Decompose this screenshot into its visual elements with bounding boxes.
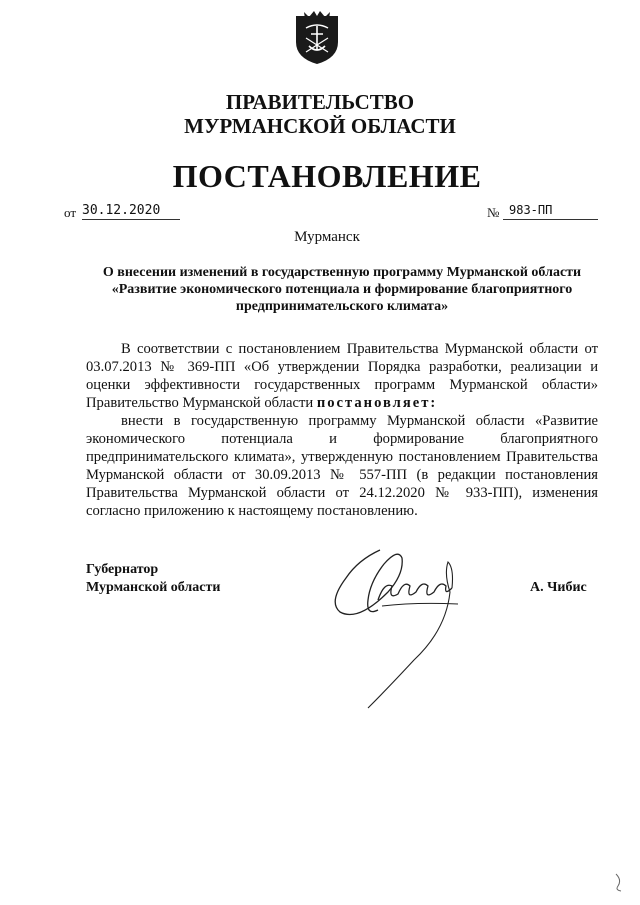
date-prefix: от [64,205,77,220]
position-line1: Губернатор [86,562,159,577]
document-number: 983-ПП [503,202,598,220]
heading-line2: «Развитие экономического потенциала и формирование благоприятного [111,282,573,297]
document-type-title: ПОСТАНОВЛЕНИЕ [172,158,482,194]
position-line2: Мурманской области [86,580,221,595]
government-name-line2: МУРМАНСКОЙ ОБЛАСТИ [184,114,456,138]
paragraph-1-text: В соответствии с постановлением Правительства Мурманской области от 03.07.2013 № 369-ПП «Об утверждении Порядка разработки, реализации и оценки эффективности государственных программ Мурманской области» Правительство Мурманской области [86,341,598,411]
government-name-line1: ПРАВИТЕЛЬСТВО [225,90,415,114]
corner-mark [612,872,626,892]
signatory-name: А. Чибис [530,580,587,595]
heading-line1: О внесении изменений в государственную программу Мурманской области [102,265,582,280]
document-date: 30.12.2020 [82,202,180,220]
body-paragraph-1 [86,340,598,412]
coat-of-arms-emblem [292,8,342,66]
city-name: Мурманск [294,229,360,245]
heading-line3: предпринимательского климата» [235,299,449,314]
signatory-position [86,561,220,597]
body-paragraph-2: внести в государственную программу Мурманской области «Развитие экономического потенциала и формирование благоприятного предпринимательского климата», утвержденную постановлением Правительства Мурманской области от 30.09.2013 № 557-ПП (в редакции постановления Правительства Мурманской области от 24.12.2020 № 933-ПП), изменения согласно приложению к настоящему постановлению. [86,413,598,519]
document-body [86,340,598,520]
number-prefix: № [487,205,500,220]
handwritten-signature [318,530,488,720]
resolution-keyword: постановляет: [316,395,438,411]
document-heading [86,264,598,315]
